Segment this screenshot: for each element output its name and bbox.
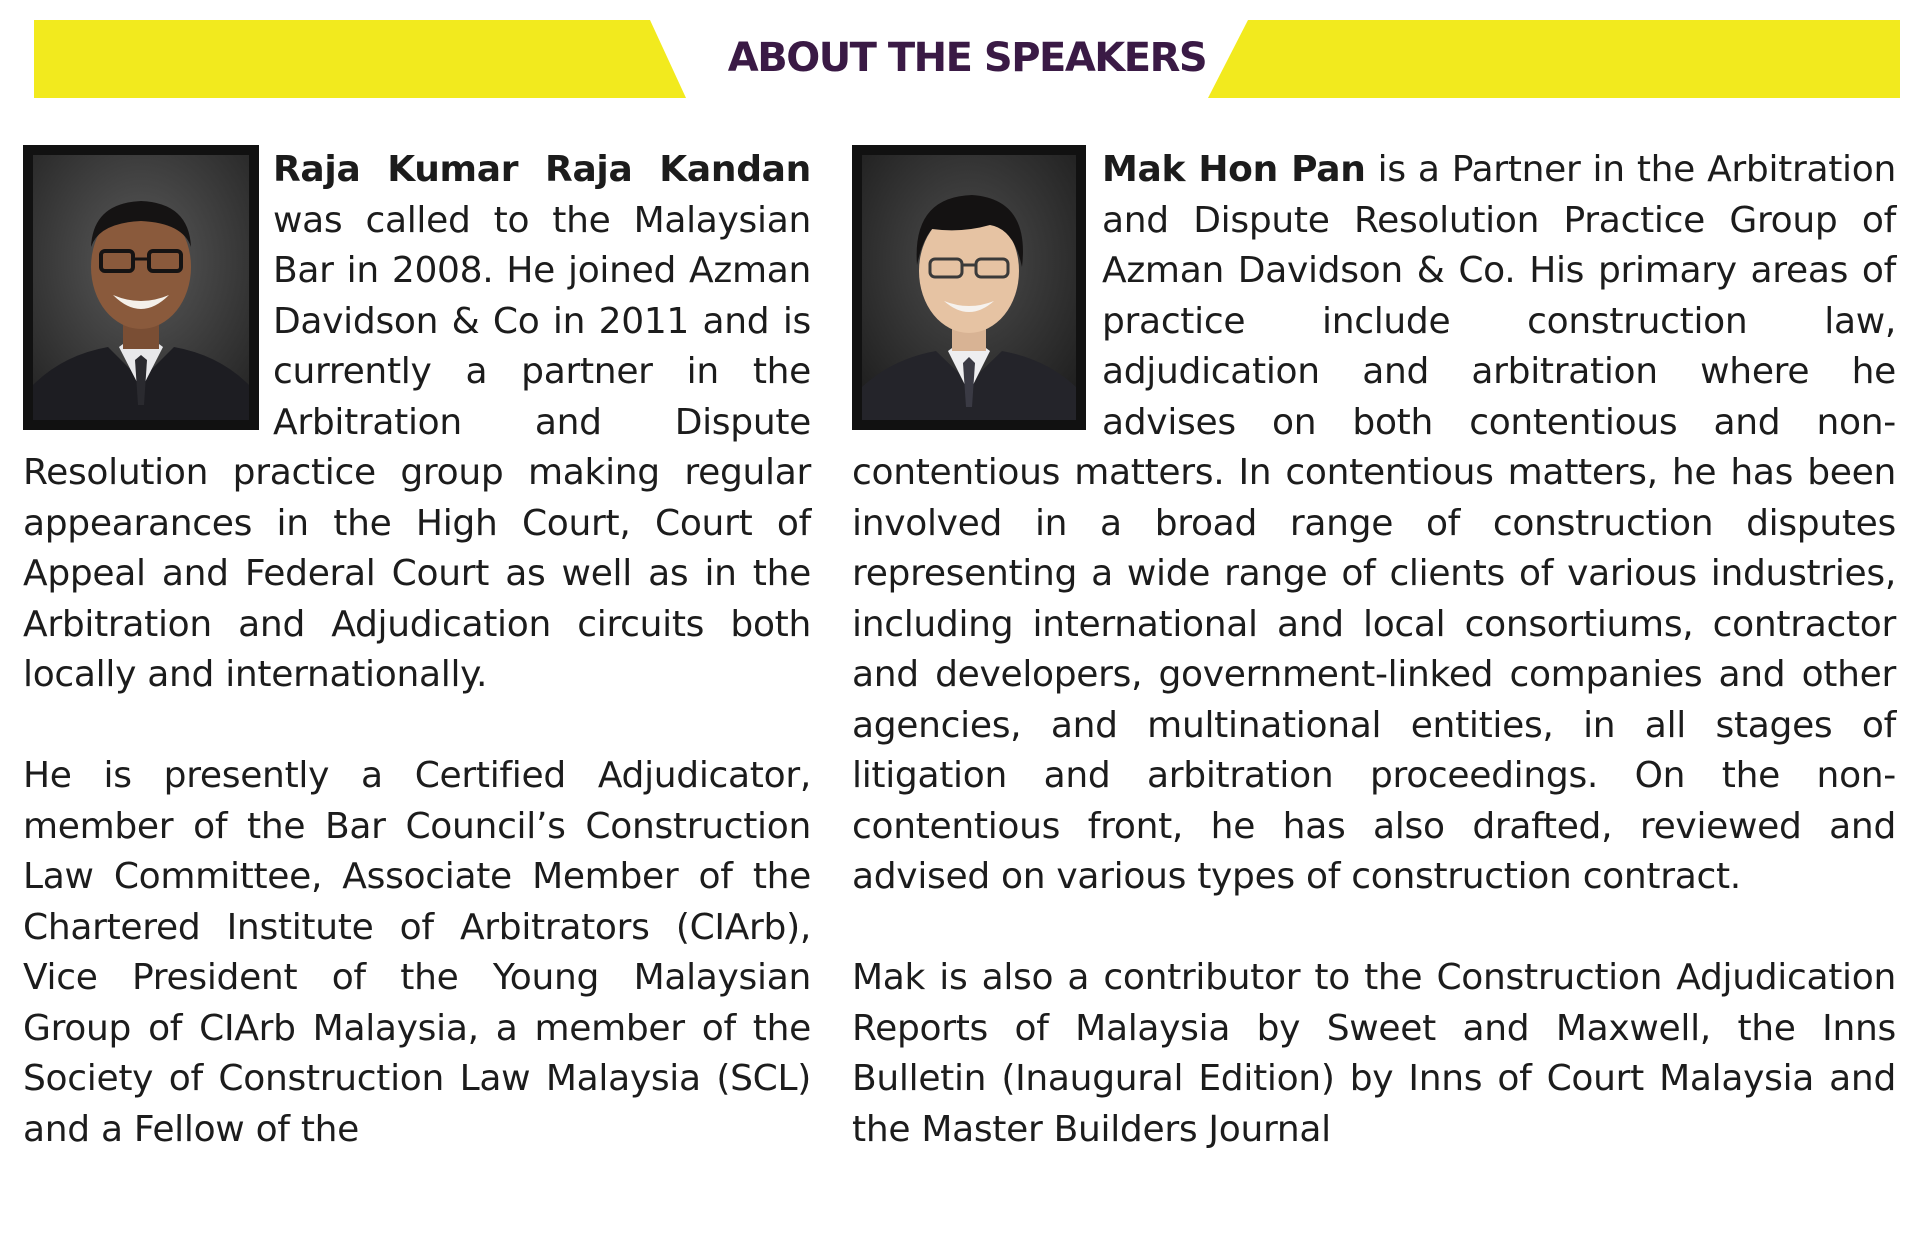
section-title: ABOUT THE SPEAKERS bbox=[727, 35, 1207, 81]
speaker-bio-mak bbox=[852, 145, 1896, 1155]
bio-text: is a Partner in the Arbitration and Dispute Resolution Practice Group of Azman Davidson & Co. His primary areas of practice include construction law, adjudication and arbitration where he advises on both contentious and non-contentious matters. In contentious matters, he has been involved in a broad range of construction disputes representing a wide range of clients of various industries, including international and local consortiums, contractor and developers, government-linked companies and other agencies, and multinational entities, in all stages of litigation and arbitration proceedings. On the non-contentious front, he has also drafted, reviewed and advised on various types of construction contract. bbox=[852, 149, 1896, 897]
speaker-photo-raja bbox=[23, 145, 259, 430]
speaker-portrait-icon bbox=[33, 155, 249, 420]
bio-paragraph: Mak is also a contributor to the Construction Adjudication Reports of Malaysia by Sweet and Maxwell, the Inns Bulletin (Inaugural Edition) by Inns of Court Malaysia and the Master Builders Journal bbox=[852, 957, 1896, 1150]
bio-paragraph: He is presently a Certified Adjudicator, member of the Bar Council’s Construction Law Committee, Associate Member of the Chartered Institute of Arbitrators (CIArb), Vice President of the Young Malaysian Group of CIArb Malaysia, a member of the Society of Construction Law Malaysia (SCL) and a Fellow of the bbox=[23, 755, 811, 1150]
speaker-photo-mak bbox=[852, 145, 1086, 430]
speaker-name: Raja Kumar Raja Kandan bbox=[273, 149, 811, 190]
speaker-portrait-icon bbox=[862, 155, 1076, 420]
speaker-name: Mak Hon Pan bbox=[1102, 149, 1366, 190]
bio-text: was called to the Malaysian Bar in 2008. He joined Azman Davidson & Co in 2011 and is currently a partner in the Arbitration and Dispute Resolution practice group making regular appearances in the High Court, Court of Appeal and Federal Court as well as in the Arbitration and Adjudication circuits both locally and internationally. bbox=[23, 199, 811, 695]
section-banner bbox=[34, 20, 1900, 98]
speaker-bio-raja bbox=[23, 145, 811, 1155]
